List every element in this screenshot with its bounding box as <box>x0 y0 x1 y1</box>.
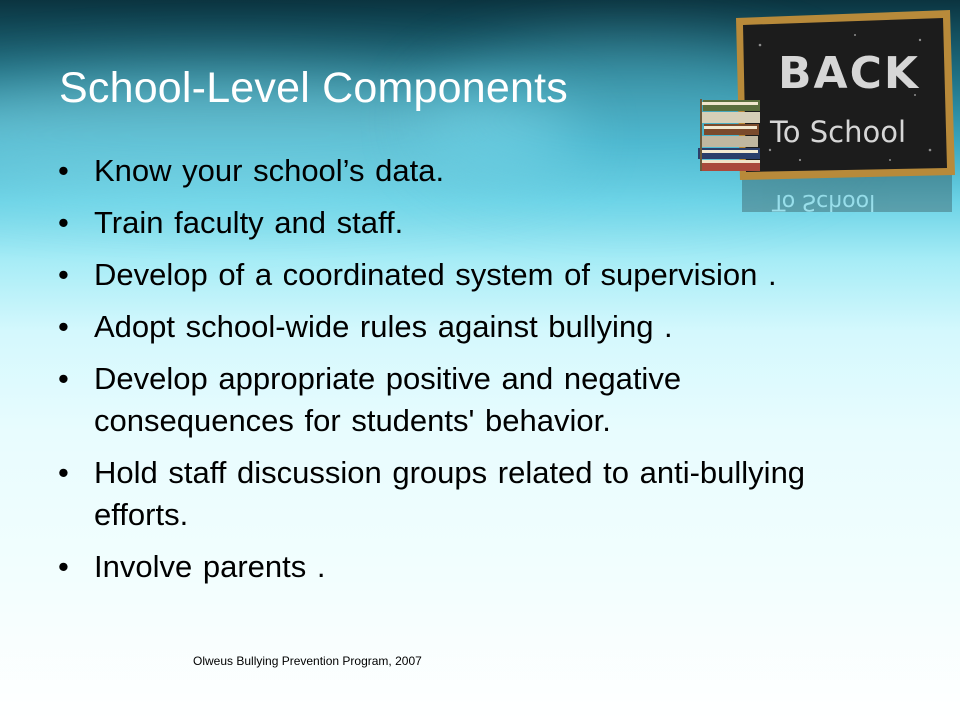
bullet-dot: • <box>58 361 69 396</box>
bullet-dot: • <box>58 205 69 240</box>
bullet-dot: • <box>58 455 69 490</box>
board-text-back: BACK <box>778 48 920 99</box>
bullet-item <box>58 254 878 296</box>
bullet-item <box>58 452 878 536</box>
bullet-dot: • <box>58 309 69 344</box>
slide-title: School-Level Components <box>59 64 568 112</box>
bullet-list <box>58 150 878 598</box>
bullet-text: Hold staff discussion groups related to anti-bullying efforts. <box>94 455 806 532</box>
bullet-text: Adopt school-wide rules against bullying . <box>94 309 673 344</box>
bullet-item <box>58 306 878 348</box>
bullet-text: Develop of a coordinated system of supervision . <box>94 257 777 292</box>
bullet-item <box>58 358 878 442</box>
bullet-text: Develop appropriate positive and negative consequences for students' behavior. <box>94 361 682 438</box>
bullet-text: Involve parents . <box>94 549 326 584</box>
bullet-text: Train faculty and staff. <box>94 205 404 240</box>
footer-citation: Olweus Bullying Prevention Program, 2007 <box>193 654 422 668</box>
bullet-item <box>58 150 878 192</box>
bullet-text: Know your school’s data. <box>94 153 445 188</box>
bullet-item <box>58 546 878 588</box>
bullet-item <box>58 202 878 244</box>
bullet-dot: • <box>58 153 69 188</box>
reflection-text: To School <box>772 189 876 214</box>
bullet-dot: • <box>58 549 69 584</box>
board-text-to-school: To School <box>770 115 907 149</box>
bullet-dot: • <box>58 257 69 292</box>
